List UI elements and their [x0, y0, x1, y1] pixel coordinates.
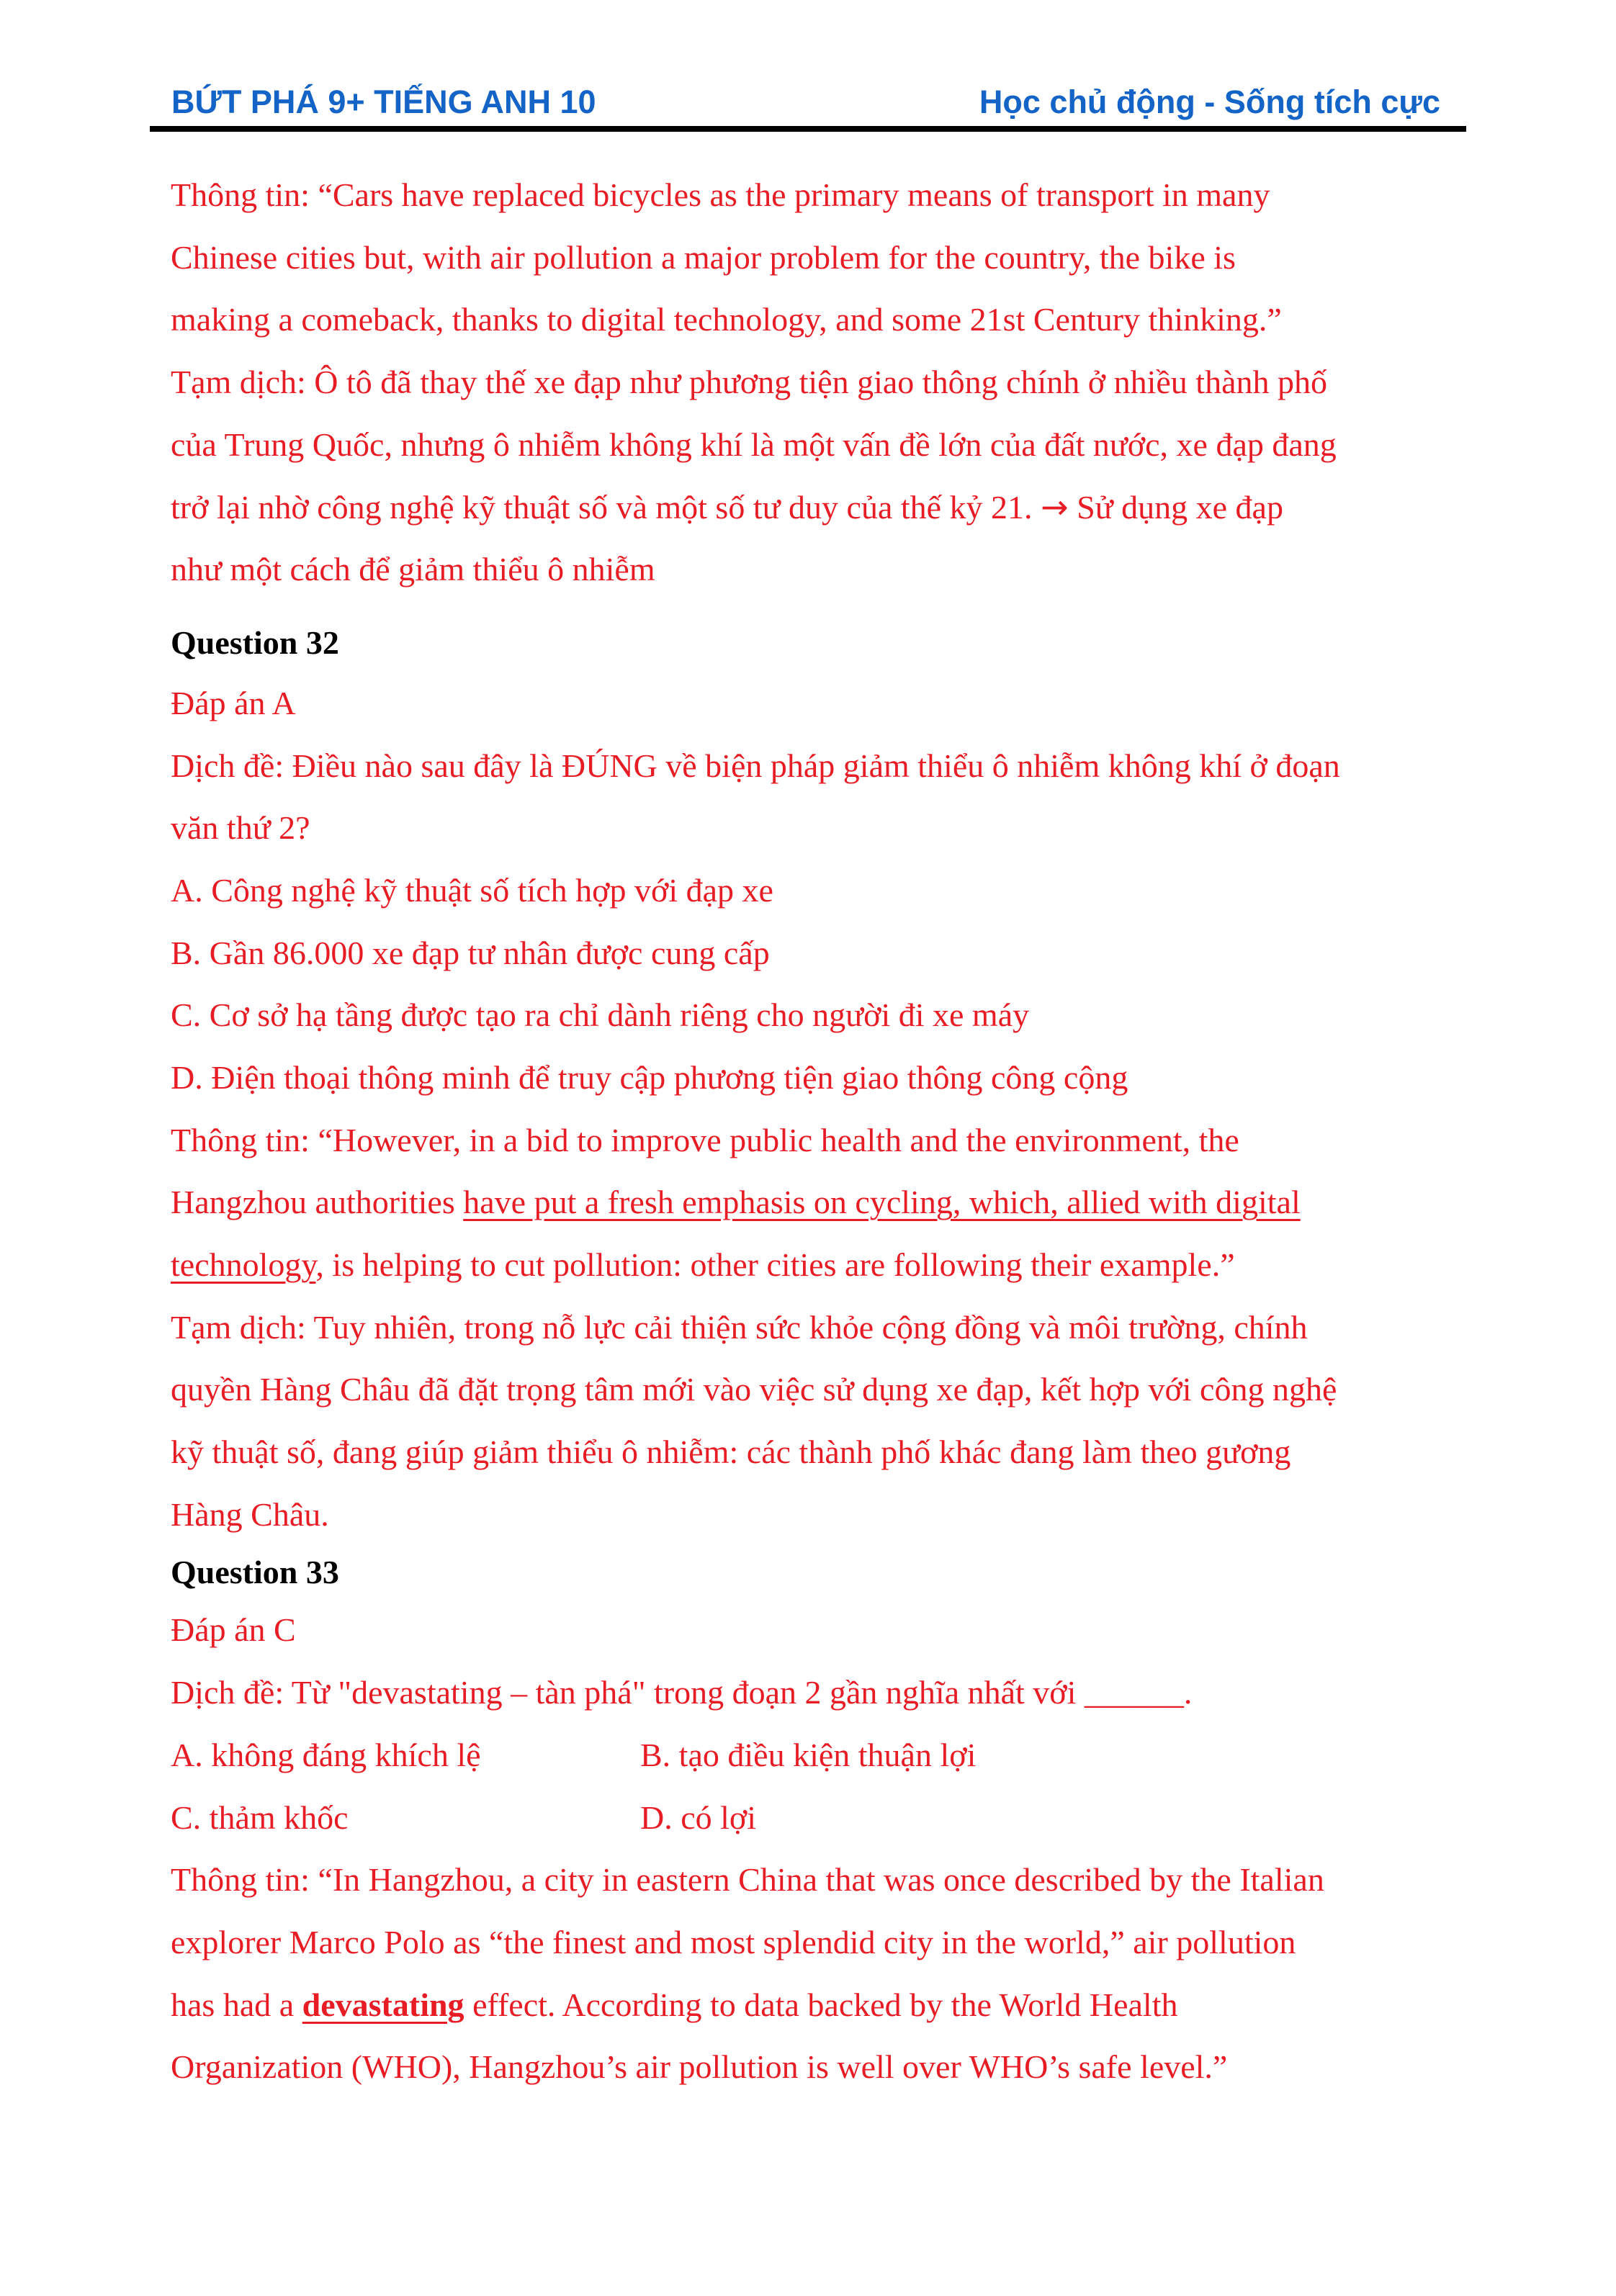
- info-text: has had a: [171, 1986, 302, 2023]
- underlined-evidence: have put a fresh emphasis on cycling, which, allied with digital: [463, 1184, 1301, 1221]
- info-line: Thông tin: “Cars have replaced bicycles as the primary means of transport in many: [171, 176, 1270, 213]
- info-line: Thông tin: “However, in a bid to improve public health and the environment, the: [171, 1121, 1239, 1158]
- option-a: A. Công nghệ kỹ thuật số tích hợp với đạp xe: [171, 871, 773, 909]
- info-line: making a comeback, thanks to digital technology, and some 21st Century thinking.”: [171, 301, 1282, 338]
- question-32-title: Question 32: [171, 623, 339, 661]
- translation-line: Tạm dịch: Tuy nhiên, trong nỗ lực cải thiện sức khỏe cộng đồng và môi trường, chính: [171, 1308, 1308, 1346]
- answer-key: Đáp án C: [171, 1611, 296, 1649]
- keyword-devastating: devastating: [302, 1986, 464, 2023]
- underlined-evidence: technology: [171, 1246, 316, 1283]
- prompt-line: Dịch đề: Từ "devastating – tàn phá" trong đoạn 2 gần nghĩa nhất với ______.: [171, 1674, 1193, 1711]
- option-d: D. Điện thoại thông minh để truy cập phương tiện giao thông công cộng: [171, 1058, 1128, 1096]
- answer-key: Đáp án A: [171, 684, 296, 721]
- page-header: [150, 81, 1466, 128]
- info-line: Thông tin: “In Hangzhou, a city in eastern China that was once described by the Italian: [171, 1861, 1324, 1899]
- prompt-line: văn thứ 2?: [171, 809, 310, 847]
- info-line: [171, 1234, 1453, 1297]
- info-text: , is helping to cut pollution: other cities are following their example.”: [315, 1246, 1235, 1283]
- option-c: C. Cơ sở hạ tầng được tạo ra chỉ dành riêng cho người đi xe máy: [171, 996, 1030, 1034]
- info-line: explorer Marco Polo as “the finest and most splendid city in the world,” air pollution: [171, 1923, 1296, 1960]
- arrow-right-icon: →: [1041, 487, 1069, 527]
- translation-line: của Trung Quốc, nhưng ô nhiễm không khí là một vấn đề lớn của đất nước, xe đạp đang: [171, 426, 1337, 463]
- translation-line: [171, 476, 1453, 539]
- translation-line: Tạm dịch: Ô tô đã thay thế xe đạp như phương tiện giao thông chính ở nhiều thành phố: [171, 364, 1327, 401]
- option-d: D. có lợi: [640, 1798, 757, 1836]
- header-left-title: BỨT PHÁ 9+ TIẾNG ANH 10: [171, 84, 596, 120]
- info-line: [171, 1974, 1453, 2037]
- translation-line: Hàng Châu.: [171, 1495, 329, 1533]
- prompt-line: Dịch đề: Điều nào sau đây là ĐÚNG về biện pháp giảm thiểu ô nhiễm không khí ở đoạn: [171, 747, 1340, 784]
- options-row: [171, 1787, 1453, 1850]
- info-line: Chinese cities but, with air pollution a major problem for the country, the bike is: [171, 238, 1236, 276]
- header-divider: [150, 126, 1466, 132]
- option-a: A. không đáng khích lệ: [171, 1736, 481, 1773]
- option-b: B. tạo điều kiện thuận lợi: [640, 1736, 977, 1773]
- question-33-title: Question 33: [171, 1554, 339, 1591]
- translation-line: kỹ thuật số, đang giúp giảm thiểu ô nhiễm: các thành phố khác đang làm theo gương: [171, 1433, 1291, 1471]
- info-text: effect. According to data backed by the World Health: [464, 1986, 1178, 2023]
- header-right-slogan: Học chủ động - Sống tích cực: [979, 84, 1440, 120]
- info-text: Hangzhou authorities: [171, 1184, 464, 1221]
- translation-line: quyền Hàng Châu đã đặt trọng tâm mới vào việc sử dụng xe đạp, kết hợp với công nghệ: [171, 1371, 1337, 1408]
- translation-text: trở lại nhờ công nghệ kỹ thuật số và một số tư duy của thế kỷ 21.: [171, 489, 1041, 526]
- info-line: Organization (WHO), Hangzhou’s air pollution is well over WHO’s safe level.”: [171, 2048, 1228, 2086]
- translation-conclusion: Sử dụng xe đạp: [1068, 489, 1283, 526]
- document-body: [171, 164, 1453, 2099]
- option-b: B. Gần 86.000 xe đạp tư nhân được cung cấp: [171, 934, 770, 971]
- options-row: [171, 1724, 1453, 1787]
- option-c: C. thảm khốc: [171, 1798, 349, 1836]
- info-line: [171, 1171, 1453, 1234]
- translation-line: như một cách để giảm thiểu ô nhiễm: [171, 551, 655, 588]
